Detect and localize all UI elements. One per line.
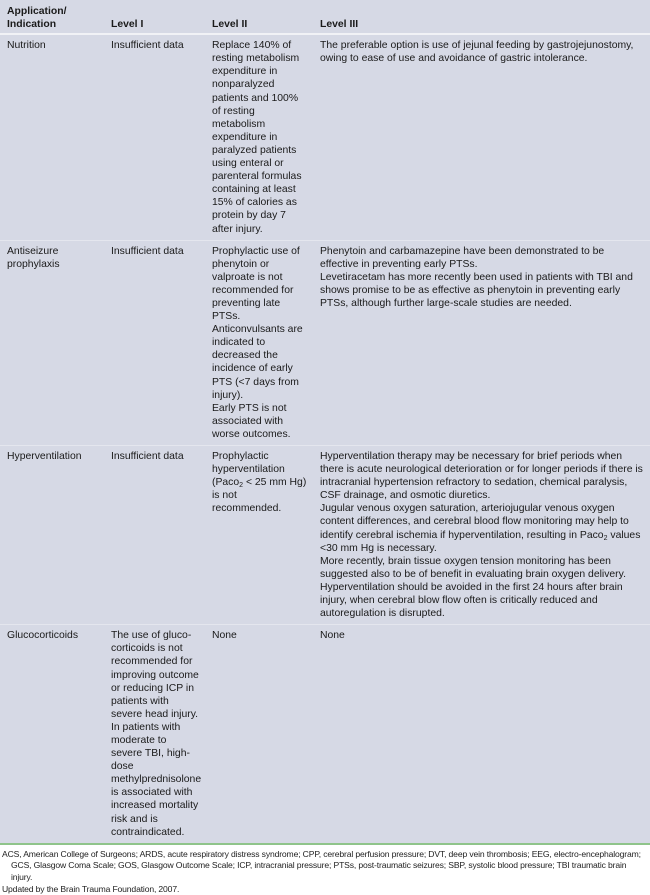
header-application-line1: Application/ (7, 5, 98, 18)
level3-text: Hyperventilation should be avoided in the first 24 hours after brain injury, when cerebral blow flow often is critically reduced and autoregulation is disrupted. (320, 581, 644, 620)
indication-cell: Nutrition (0, 34, 104, 240)
level3-text: Hyperventilation therapy may be necessary for brief periods when there is acute neurological deterioration or for longer periods if there is intracranial hypertension refractory to sedation, chemical paralysis, CSF drainage, and osmotic diuretics. (320, 450, 644, 502)
level3-text: More recently, brain tissue oxygen tension monitoring has been suggested also to be of benefit in evaluating brain oxygen delivery. (320, 555, 644, 581)
table-row-antiseizure-prophylaxis (0, 240, 650, 445)
level2-text: Replace 140% of resting metabolism expenditure in nonparalyzed patients and 100% of resting metabolism expenditure in paralyzed patients using enteral or parenteral formulas containing at least 15% of calories as protein by day 7 after injury. (212, 39, 307, 235)
table-footnotes (0, 845, 650, 895)
level2-cell (205, 34, 313, 240)
level3-text: None (320, 629, 644, 642)
level2-text-after: < 25 mm Hg) is not recommended. (212, 477, 306, 514)
level3-text: Phenytoin and carbamazepine have been demonstrated to be effective in preventing early PTSs. (320, 245, 644, 271)
level1-text: Insufficient data (111, 39, 199, 52)
level1-text: Insufficient data (111, 245, 199, 258)
level2-cell (205, 240, 313, 445)
level2-text-before: Prophylactic hyperventilation (Paco (212, 451, 285, 488)
header-application-indication (0, 0, 104, 34)
level3-text: Levetiracetam has more recently been used in patients with TBI and shows promise to be as effective as phenytoin in preventing early PTSs, although further large-scale studies are needed. (320, 271, 644, 310)
level3-cell (313, 240, 650, 445)
level2-text: Anticonvulsants are indicated to decreased the incidence of early PTS (<7 days from injury). (212, 323, 307, 402)
table-row-glucocorticoids (0, 625, 650, 843)
level3-cell (313, 625, 650, 843)
level1-text: The use of gluco-corticoids is not recommended for improving outcome or reducing ICP in patients with severe head injury. (111, 629, 199, 721)
source-footnote: Updated by the Brain Trauma Foundation, 2007. (2, 884, 648, 895)
level3-text (320, 502, 644, 554)
header-application-line2: Indication (7, 18, 98, 31)
table-row-nutrition (0, 34, 650, 240)
indication-cell: Antiseizure prophylaxis (0, 240, 104, 445)
table-row-hyperventilation (0, 446, 650, 625)
level3-cell (313, 34, 650, 240)
level3-text-before: Jugular venous oxygen saturation, arteriojugular venous oxygen content differences, and cerebral blood flow monitoring may help to identify cerebral ischemia if hyperventilation, resulting in Paco (320, 503, 629, 540)
level1-cell (104, 625, 205, 843)
level3-text-after: values <30 mm Hg is necessary. (320, 530, 640, 554)
level3-text: The preferable option is use of jejunal feeding by gastrojejunostomy, owing to ease of use and avoidance of gastric intolerance. (320, 39, 644, 65)
header-level-2: Level II (205, 0, 313, 34)
level2-cell (205, 446, 313, 625)
level1-cell (104, 446, 205, 625)
subscript: 2 (604, 535, 608, 542)
level1-cell (104, 34, 205, 240)
level2-text: Early PTS is not associated with worse outcomes. (212, 402, 307, 441)
level1-text: Insufficient data (111, 450, 199, 463)
level2-text: Prophylactic use of phenytoin or valproate is not recommended for preventing late PTSs. (212, 245, 307, 324)
header-level-1: Level I (104, 0, 205, 34)
indication-cell: Hyperventilation (0, 446, 104, 625)
subscript: 2 (239, 482, 243, 489)
abbreviations-footnote: ACS, American College of Surgeons; ARDS, acute respiratory distress syndrome; CPP, cerebral perfusion pressure; DVT, deep vein thrombosis; EEG, electro-encephalogram; GCS, Glasgow Coma Scale; GOS, Glasgow Outcome Scale; ICP, intracranial pressure; PTSs, post-traumatic seizures; SBP, systolic blood pressure; TBI traumatic brain injury. (2, 849, 648, 884)
level1-cell (104, 240, 205, 445)
level2-text (212, 450, 307, 515)
level2-text: None (212, 629, 307, 642)
header-row (0, 0, 650, 34)
header-level-3: Level III (313, 0, 650, 34)
level1-text: In patients with moderate to severe TBI, high-dose methylprednisolone is associated with increased mortality risk and is contraindicated. (111, 721, 199, 839)
indication-cell: Glucocorticoids (0, 625, 104, 843)
level2-cell (205, 625, 313, 843)
level3-cell (313, 446, 650, 625)
